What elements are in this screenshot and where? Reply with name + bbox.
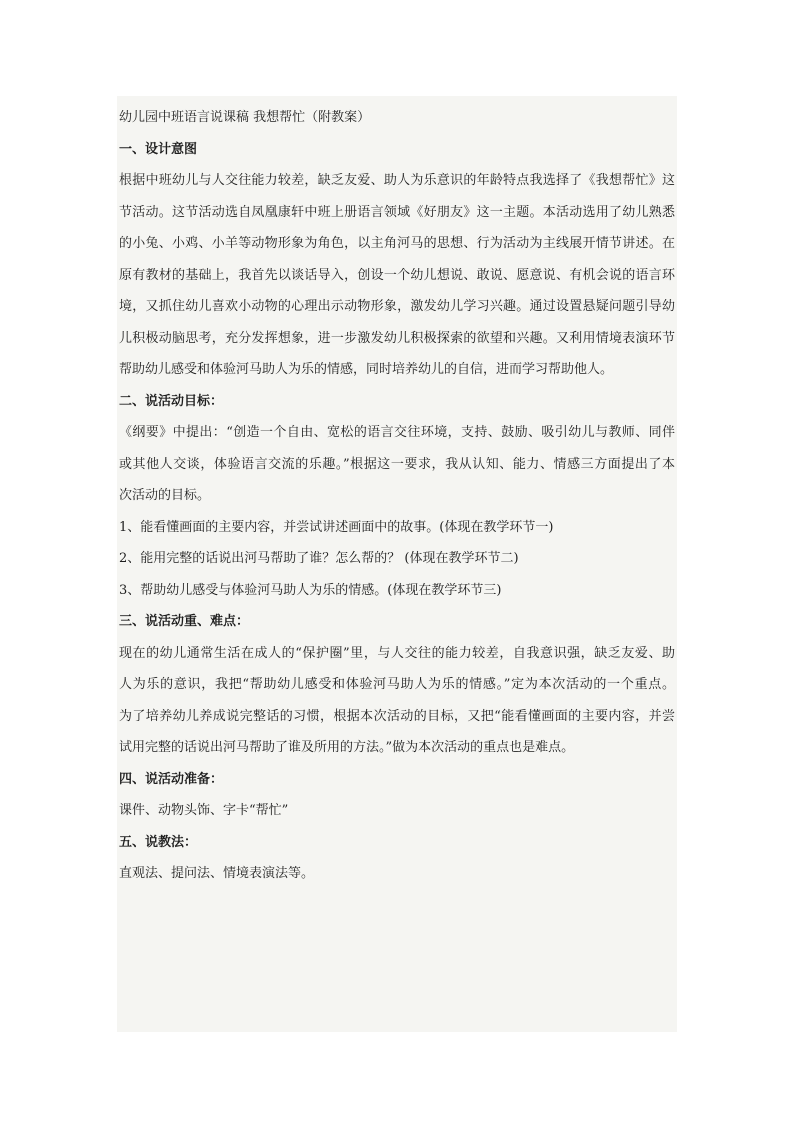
section-heading-key-points: 三、说活动重、难点： [119, 614, 250, 629]
paragraph-line: 课件、动物头饰、字卡“帮忙” [119, 803, 289, 818]
paragraph-line: 直观法、提问法、情境表演法等。 [119, 866, 315, 881]
paragraph-line: 节活动。这节活动选自凤凰康轩中班上册语言领域《好朋友》这一主题。本活动选用了幼儿熟悉 [119, 204, 675, 220]
section-heading-design-intent: 一、设计意图 [119, 141, 198, 157]
paragraph-line: 为了培养幼儿养成说完整话的习惯，根据本次活动的目标，又把“能看懂画面的主要内容，并尝 [119, 708, 675, 724]
goal-item-3: 3、帮助幼儿感受与体验河马助人为乐的情感。(体现在教学环节三) [119, 582, 502, 598]
paragraph-line: 根据中班幼儿与人交往能力较差，缺乏友爱、助人为乐意识的年龄特点我选择了《我想帮忙》这 [119, 173, 675, 188]
paragraph-line: 帮助幼儿感受和体验河马助人为乐的情感，同时培养幼儿的自信，进而学习帮助他人。 [119, 362, 614, 377]
section-heading-preparation: 四、说活动准备： [119, 771, 224, 787]
paragraph-line: 的小兔、小鸡、小羊等动物形象为角色，以主角河马的思想、行为活动为主线展开情节讲述。在 [119, 236, 675, 251]
document-title: 幼儿园中班语言说课稿 我想帮忙（附教案） [119, 110, 371, 125]
paragraph-line: 试用完整的话说出河马帮助了谁及所用的方法。”做为本次活动的重点也是难点。 [119, 740, 575, 755]
paragraph-line: 人为乐的意识，我把“帮助幼儿感受和体验河马助人为乐的情感。”定为本次活动的一个重点。 [119, 677, 675, 692]
paragraph-line: 次活动的目标。 [119, 488, 211, 503]
goal-item-2: 2、能用完整的话说出河马帮助了谁？怎么帮的？ (体现在教学环节二) [119, 551, 519, 566]
section-heading-activity-goals: 二、说活动目标： [119, 393, 224, 409]
goal-item-1: 1、能看懂画面的主要内容，并尝试讲述画面中的故事。(体现在教学环节一) [119, 519, 554, 535]
paragraph-line: 境，又抓住幼儿喜欢小动物的心理出示动物形象，激发幼儿学习兴趣。通过设置悬疑问题引导幼 [119, 299, 675, 314]
paragraph-line: 儿积极动脑思考，充分发挥想象，进一步激发幼儿积极探索的欲望和兴趣。又利用情境表演环节 [119, 330, 675, 346]
section-heading-teaching-methods: 五、说教法： [119, 834, 198, 850]
document-body [117, 96, 677, 1032]
paragraph-line: 《纲要》中提出：“创造一个自由、宽松的语言交往环境，支持、鼓励、吸引幼儿与教师、同伴 [119, 425, 675, 440]
paragraph-line: 现在的幼儿通常生活在成人的“保护圈”里，与人交往的能力较差，自我意识强，缺乏友爱、助 [119, 645, 675, 661]
paragraph-line: 原有教材的基础上，我首先以谈话导入，创设一个幼儿想说、敢说、愿意说、有机会说的语言环 [119, 267, 675, 283]
paragraph-line: 或其他人交谈，体验语言交流的乐趣。”根据这一要求，我从认知、能力、情感三方面提出了本 [119, 456, 675, 472]
